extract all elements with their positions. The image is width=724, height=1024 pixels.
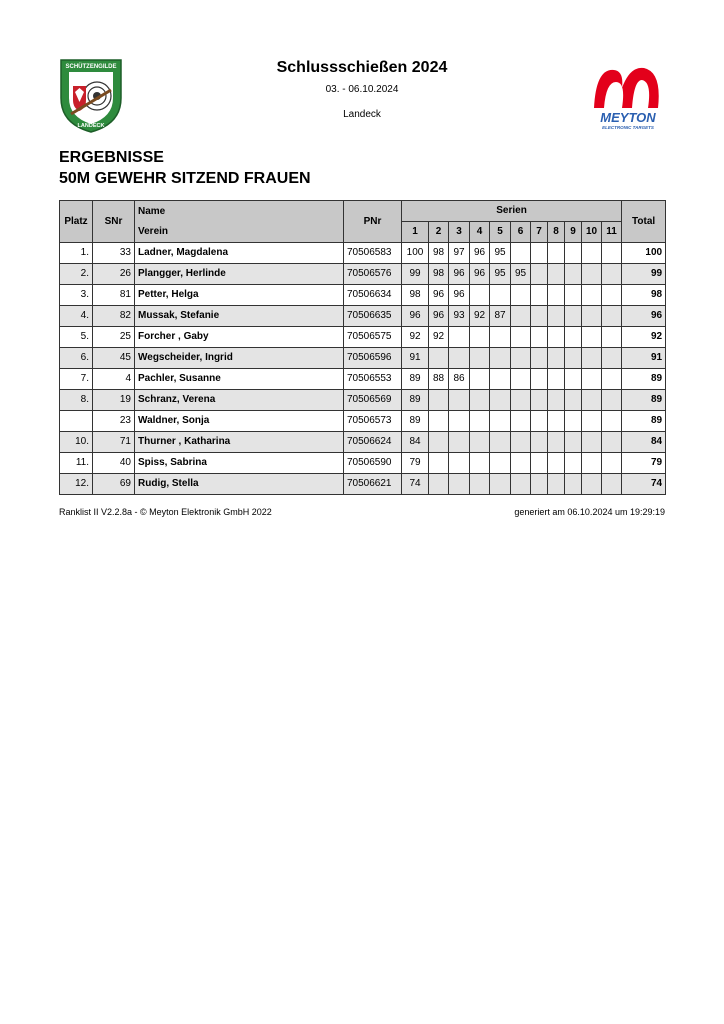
cell-platz: 2. [60,264,93,285]
cell-series-score [582,369,602,390]
cell-series-score [531,474,548,495]
cell-series-score [531,243,548,264]
cell-series-score [582,390,602,411]
cell-pnr: 70506553 [344,369,402,390]
cell-series-score [531,432,548,453]
cell-series-score [548,411,565,432]
cell-series-score [511,369,531,390]
cell-series-score [531,327,548,348]
cell-series-score [582,285,602,306]
cell-name: Ladner, Magdalena [135,243,344,264]
cell-series-score [548,474,565,495]
cell-series-score [429,474,449,495]
results-body [60,243,666,495]
header-verein: Verein [138,225,169,237]
header-total: Total [622,201,666,243]
cell-series-score: 95 [490,264,511,285]
cell-snr: 82 [93,306,135,327]
cell-series-score [565,369,582,390]
cell-series-score [449,453,470,474]
cell-series-score [531,369,548,390]
header-series-number: 7 [531,222,548,243]
table-row [60,327,666,348]
cell-series-score [565,453,582,474]
cell-snr: 25 [93,327,135,348]
cell-series-score [565,264,582,285]
cell-snr: 19 [93,390,135,411]
cell-series-score [429,390,449,411]
cell-platz: 8. [60,390,93,411]
table-row [60,369,666,390]
cell-name: Mussak, Stefanie [135,306,344,327]
cell-series-score [582,411,602,432]
meyton-brand-text: MEYTON [600,110,656,125]
cell-series-score [470,327,490,348]
cell-total: 84 [622,432,666,453]
cell-series-score [470,348,490,369]
cell-series-score [602,453,622,474]
footer-software-credit: Ranklist II V2.2.8a - © Meyton Elektronik GmbH 2022 [59,507,272,517]
cell-name: Spiss, Sabrina [135,453,344,474]
footer-generated-timestamp: generiert am 06.10.2024 um 19:29:19 [514,507,665,517]
cell-total: 89 [622,411,666,432]
cell-series-score [602,264,622,285]
cell-series-score: 89 [402,369,429,390]
cell-series-score [490,411,511,432]
cell-platz: 1. [60,243,93,264]
cell-series-score [548,348,565,369]
cell-series-score: 96 [449,264,470,285]
cell-total: 100 [622,243,666,264]
cell-series-score [565,243,582,264]
cell-name: Wegscheider, Ingrid [135,348,344,369]
cell-total: 98 [622,285,666,306]
cell-series-score [565,327,582,348]
table-header-row [60,201,666,222]
section-discipline: 50M GEWEHR SITZEND FRAUEN [59,170,311,187]
cell-series-score [449,390,470,411]
cell-pnr: 70506624 [344,432,402,453]
cell-platz: 11. [60,453,93,474]
cell-series-score: 89 [402,411,429,432]
cell-series-score [449,411,470,432]
cell-series-score [582,264,602,285]
cell-series-score [602,411,622,432]
cell-series-score [490,432,511,453]
cell-series-score [602,306,622,327]
cell-total: 89 [622,390,666,411]
cell-series-score [490,369,511,390]
cell-series-score [548,327,565,348]
cell-total: 74 [622,474,666,495]
cell-name: Schranz, Verena [135,390,344,411]
cell-total: 89 [622,369,666,390]
cell-series-score [470,432,490,453]
header-series-number: 4 [470,222,490,243]
cell-series-score [548,285,565,306]
cell-series-score: 99 [402,264,429,285]
table-row [60,390,666,411]
cell-series-score [470,453,490,474]
header-series-number: 8 [548,222,565,243]
cell-series-score: 95 [511,264,531,285]
cell-pnr: 70506576 [344,264,402,285]
header-series-number: 9 [565,222,582,243]
cell-platz: 12. [60,474,93,495]
cell-series-score [470,474,490,495]
cell-name: Waldner, Sonja [135,411,344,432]
cell-series-score [429,348,449,369]
cell-pnr: 70506596 [344,348,402,369]
cell-pnr: 70506590 [344,453,402,474]
cell-series-score [531,285,548,306]
cell-series-score: 98 [429,264,449,285]
cell-series-score [470,369,490,390]
cell-series-score [565,390,582,411]
cell-series-score: 91 [402,348,429,369]
cell-series-score: 92 [429,327,449,348]
cell-series-score [602,474,622,495]
cell-platz: 5. [60,327,93,348]
cell-snr: 81 [93,285,135,306]
logo-left-top-text: SCHÜTZENGILDE [65,64,117,70]
cell-series-score [449,474,470,495]
table-row [60,306,666,327]
cell-series-score [470,411,490,432]
cell-series-score [490,453,511,474]
section-heading [59,147,311,189]
cell-name: Thurner , Katharina [135,432,344,453]
cell-series-score [531,390,548,411]
header-series-number: 1 [402,222,429,243]
cell-series-score [582,432,602,453]
cell-snr: 45 [93,348,135,369]
header-series-number: 6 [511,222,531,243]
cell-series-score [548,432,565,453]
cell-series-score [582,306,602,327]
table-row [60,348,666,369]
header-series-number: 11 [602,222,622,243]
cell-series-score [470,390,490,411]
cell-platz [60,411,93,432]
cell-total: 79 [622,453,666,474]
event-location: Landeck [343,109,381,120]
cell-series-score: 100 [402,243,429,264]
cell-series-score [602,285,622,306]
cell-series-score [548,453,565,474]
cell-series-score [511,453,531,474]
cell-series-score: 79 [402,453,429,474]
cell-total: 99 [622,264,666,285]
cell-series-score [429,453,449,474]
cell-series-score [490,390,511,411]
cell-series-score: 89 [402,390,429,411]
header-serien: Serien [402,201,622,222]
table-row [60,453,666,474]
cell-series-score: 96 [470,243,490,264]
cell-series-score [531,453,548,474]
cell-series-score: 96 [470,264,490,285]
cell-series-score: 96 [402,306,429,327]
cell-series-score: 95 [490,243,511,264]
cell-snr: 26 [93,264,135,285]
cell-series-score [511,432,531,453]
cell-series-score [511,285,531,306]
cell-series-score [602,432,622,453]
cell-series-score [582,348,602,369]
cell-series-score: 97 [449,243,470,264]
cell-series-score: 88 [429,369,449,390]
table-row [60,432,666,453]
cell-series-score [449,348,470,369]
cell-series-score: 92 [470,306,490,327]
cell-series-score: 93 [449,306,470,327]
cell-name: Pachler, Susanne [135,369,344,390]
header-name: Name [138,205,166,217]
cell-total: 92 [622,327,666,348]
header-series-number: 10 [582,222,602,243]
cell-platz: 7. [60,369,93,390]
cell-series-score [602,390,622,411]
cell-series-score [470,285,490,306]
results-table [59,200,666,495]
cell-series-score [565,285,582,306]
cell-series-score [565,411,582,432]
cell-pnr: 70506575 [344,327,402,348]
cell-series-score [429,411,449,432]
cell-snr: 23 [93,411,135,432]
cell-pnr: 70506635 [344,306,402,327]
cell-series-score [565,474,582,495]
cell-snr: 69 [93,474,135,495]
cell-platz: 3. [60,285,93,306]
cell-series-score [511,327,531,348]
table-row [60,264,666,285]
table-row [60,243,666,264]
cell-series-score [531,306,548,327]
header-pnr: PNr [344,201,402,243]
cell-snr: 33 [93,243,135,264]
cell-total: 91 [622,348,666,369]
cell-series-score [429,432,449,453]
cell-series-score [449,327,470,348]
cell-name: Plangger, Herlinde [135,264,344,285]
cell-snr: 4 [93,369,135,390]
cell-snr: 40 [93,453,135,474]
cell-snr: 71 [93,432,135,453]
cell-series-score: 96 [429,285,449,306]
cell-series-score [602,369,622,390]
table-row [60,474,666,495]
cell-series-score [511,474,531,495]
cell-series-score: 87 [490,306,511,327]
cell-series-score: 92 [402,327,429,348]
header-name-verein [135,201,344,243]
cell-platz: 10. [60,432,93,453]
meyton-logo [590,58,666,134]
cell-series-score: 86 [449,369,470,390]
cell-series-score [531,411,548,432]
table-row [60,411,666,432]
cell-series-score [511,348,531,369]
cell-series-score [449,432,470,453]
event-title: Schlussschießen 2024 [276,59,448,76]
cell-series-score [582,243,602,264]
cell-total: 96 [622,306,666,327]
cell-series-score [531,264,548,285]
cell-series-score [602,348,622,369]
table-row [60,285,666,306]
cell-series-score [582,327,602,348]
cell-series-score [531,348,548,369]
cell-series-score [548,306,565,327]
cell-series-score [511,306,531,327]
cell-series-score [582,474,602,495]
cell-series-score [548,390,565,411]
cell-name: Forcher , Gaby [135,327,344,348]
header-snr: SNr [93,201,135,243]
cell-series-score [565,432,582,453]
cell-series-score: 74 [402,474,429,495]
cell-series-score [602,327,622,348]
event-date-range: 03. - 06.10.2024 [325,84,399,95]
cell-name: Petter, Helga [135,285,344,306]
cell-series-score [511,243,531,264]
header-series-number: 2 [429,222,449,243]
cell-series-score: 98 [402,285,429,306]
cell-pnr: 70506634 [344,285,402,306]
cell-series-score: 96 [449,285,470,306]
cell-series-score [565,348,582,369]
cell-platz: 4. [60,306,93,327]
header-series-number: 3 [449,222,470,243]
meyton-tagline: ELECTRONIC TARGETS [602,125,654,130]
cell-series-score [548,264,565,285]
cell-series-score: 96 [429,306,449,327]
cell-platz: 6. [60,348,93,369]
cell-pnr: 70506573 [344,411,402,432]
cell-series-score [565,306,582,327]
cell-series-score [548,369,565,390]
cell-series-score [511,411,531,432]
cell-pnr: 70506583 [344,243,402,264]
header-series-number: 5 [490,222,511,243]
cell-series-score [490,348,511,369]
cell-pnr: 70506569 [344,390,402,411]
cell-name: Rudig, Stella [135,474,344,495]
cell-series-score [582,453,602,474]
cell-series-score: 84 [402,432,429,453]
logo-left-bottom-text: LANDECK [77,123,105,129]
cell-series-score [490,474,511,495]
cell-series-score [490,327,511,348]
cell-pnr: 70506621 [344,474,402,495]
cell-series-score [548,243,565,264]
section-title: ERGEBNISSE [59,149,164,166]
header-platz: Platz [60,201,93,243]
cell-series-score [511,390,531,411]
cell-series-score [602,243,622,264]
cell-series-score: 98 [429,243,449,264]
cell-series-score [490,285,511,306]
